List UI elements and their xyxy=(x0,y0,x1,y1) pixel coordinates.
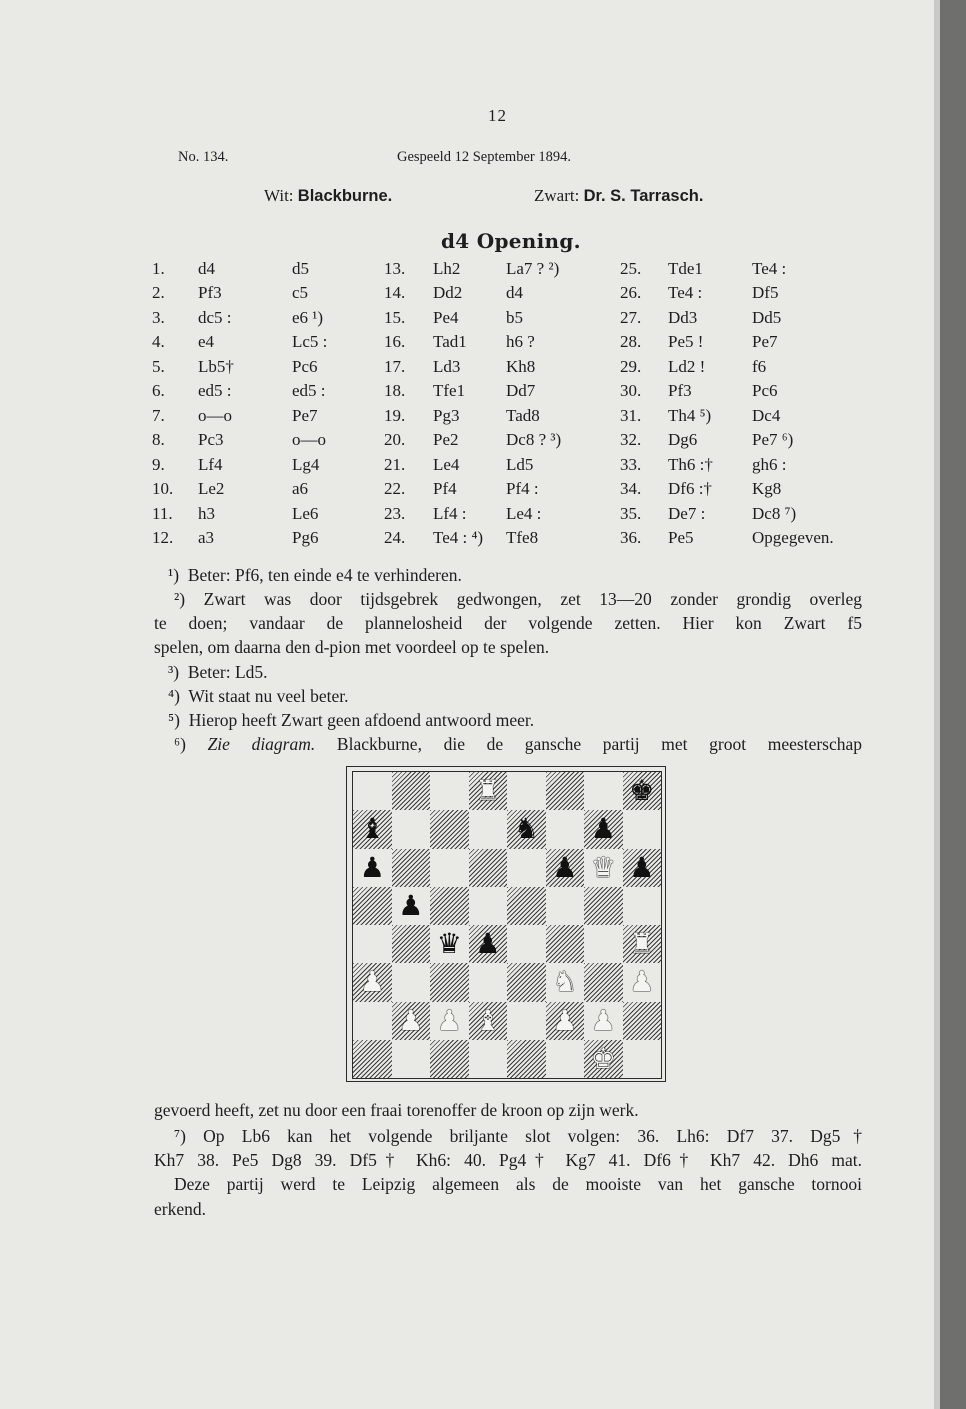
footnote-2-line-2: te doen; vandaar de plannelosheid der volgende zetten. Hier kon Zwart f5 xyxy=(154,613,862,633)
move-number: 17. xyxy=(384,356,406,376)
black-move: d5 xyxy=(292,259,309,278)
black-move: c5 xyxy=(292,283,309,303)
board-square-d3 xyxy=(469,963,508,1001)
move-number: 6. xyxy=(152,381,165,401)
white-rook-d8-icon: ♜ xyxy=(475,774,501,807)
black-pawn-d4-icon: ♟ xyxy=(475,927,501,960)
move-number: 10. xyxy=(152,479,174,499)
move-number: 18. xyxy=(384,381,406,401)
black-move: Tfe8 xyxy=(506,527,539,547)
move-number: 30. xyxy=(620,381,642,401)
white-move: Tde1 xyxy=(668,259,703,278)
white-pawn-h3-icon: ♟ xyxy=(629,965,655,999)
move-number: 19. xyxy=(384,405,406,425)
opening-title: d4 Opening. xyxy=(441,229,581,253)
footnote-2-line-3: spelen, om daarna den d-pion met voordeel op te spelen. xyxy=(154,637,550,657)
move-number: 32. xyxy=(620,430,642,450)
move-number: 35. xyxy=(620,503,642,523)
move-number: 21. xyxy=(384,454,406,474)
white-move: Th6 :† xyxy=(668,454,713,474)
board-square-c8 xyxy=(430,772,469,810)
move-number: 16. xyxy=(384,332,406,352)
board-square-f7 xyxy=(546,810,585,848)
black-move: Opgegeven. xyxy=(752,527,834,547)
board-square-g8 xyxy=(584,772,623,810)
white-move: Tad1 xyxy=(433,332,467,352)
white-move: e4 xyxy=(198,332,215,352)
black-move: d4 xyxy=(506,283,523,303)
black-move: La7 ? ²) xyxy=(506,259,560,278)
black-move: Dd5 xyxy=(752,307,782,327)
black-move: Pf4 : xyxy=(506,479,539,499)
board-square-f1 xyxy=(546,1040,585,1078)
move-number: 23. xyxy=(384,503,406,523)
black-move: Pc6 xyxy=(752,381,778,401)
footnote-6-continuation: gevoerd heeft, zet nu door een fraai torenoffer de kroon op zijn werk. xyxy=(154,1100,639,1120)
white-move: o—o xyxy=(198,405,232,425)
white-rook-h4-icon: ♜ xyxy=(629,927,655,960)
move-number: 7. xyxy=(152,405,165,425)
white-move: Ld3 xyxy=(433,356,461,376)
footnote-4 xyxy=(168,684,349,708)
footnote-text: Blackburne, die de gansche partij met groot meesterschap xyxy=(336,734,863,754)
board-square-f8 xyxy=(546,772,585,810)
move-number: 25. xyxy=(620,259,642,278)
white-move: Lb5† xyxy=(198,356,234,376)
black-move: Dd7 xyxy=(506,381,536,401)
black-move: Pe7 xyxy=(752,332,778,352)
closing-line-2: erkend. xyxy=(154,1199,206,1219)
footnote-7-line-1 xyxy=(174,1124,862,1148)
board-square-b8 xyxy=(392,772,431,810)
board-square-b3 xyxy=(392,963,431,1001)
game-date: Gespeeld 12 September 1894. xyxy=(397,149,571,165)
board-square-d7 xyxy=(469,810,508,848)
white-knight-f3-icon: ♞ xyxy=(552,965,578,999)
board-square-b6 xyxy=(392,849,431,887)
board-square-e2 xyxy=(507,1002,546,1040)
move-number: 2. xyxy=(152,283,165,303)
game-number: No. 134. xyxy=(178,149,229,165)
white-move: Lf4 : xyxy=(433,503,467,523)
black-pawn-b5-icon: ♟ xyxy=(398,888,424,922)
white-move: ed5 : xyxy=(198,381,232,401)
footnote-text: Wit staat nu veel beter. xyxy=(188,686,349,706)
chess-diagram xyxy=(346,766,666,1082)
board-square-c7 xyxy=(430,810,469,848)
white-move: Pf4 xyxy=(433,479,457,499)
white-move: Lh2 xyxy=(433,259,461,278)
white-move: Dd2 xyxy=(433,283,463,303)
black-move: Kh8 xyxy=(506,356,536,376)
white-move: Pe4 xyxy=(433,307,459,327)
white-move: Pf3 xyxy=(668,381,692,401)
footnote-6 xyxy=(174,732,862,756)
move-number: 28. xyxy=(620,332,642,352)
black-move: Tad8 xyxy=(506,405,540,425)
white-move: Pe2 xyxy=(433,430,459,450)
board-square-e1 xyxy=(507,1040,546,1078)
black-move: Dc4 xyxy=(752,405,781,425)
footnote-7-line-2: Kh7 38. Pe5 Dg8 39. Df5† Kh6: 40. Pg4† Kg7 41. Df6† Kh7 42. Dh6 mat. xyxy=(154,1150,862,1170)
board-square-a4 xyxy=(353,925,392,963)
board-square-h2 xyxy=(623,1002,662,1040)
footnote-mark: ²) xyxy=(174,589,186,609)
footnote-text: Beter: Ld5. xyxy=(187,662,268,682)
white-pawn-c2-icon: ♟ xyxy=(436,1003,462,1037)
black-pawn-h6-icon: ♟ xyxy=(629,850,655,884)
white-move: Pf3 xyxy=(198,283,222,303)
white-bishop-d2-icon: ♝ xyxy=(475,1003,501,1037)
chess-board xyxy=(352,771,662,1079)
move-number: 20. xyxy=(384,430,406,450)
board-square-a1 xyxy=(353,1040,392,1078)
move-number: 34. xyxy=(620,479,642,499)
board-square-e3 xyxy=(507,963,546,1001)
board-square-h5 xyxy=(623,887,662,925)
white-pawn-a3-icon: ♟ xyxy=(359,965,385,999)
black-move: Kg8 xyxy=(752,479,782,499)
board-square-a5 xyxy=(353,887,392,925)
black-move: Dc8 ? ³) xyxy=(506,430,562,450)
black-move: h6 ? xyxy=(506,332,535,352)
move-number: 31. xyxy=(620,405,642,425)
scan-margin xyxy=(940,0,966,1409)
move-number: 33. xyxy=(620,454,642,474)
black-bishop-a7-icon: ♝ xyxy=(359,812,385,846)
white-queen-g6-icon: ♛ xyxy=(590,850,616,884)
white-move: a3 xyxy=(198,527,215,547)
board-square-b4 xyxy=(392,925,431,963)
move-number: 4. xyxy=(152,332,165,352)
black-move: Le6 xyxy=(292,503,319,523)
footnote-1 xyxy=(168,563,462,587)
footnote-text: Op Lb6 kan het volgende briljante slot volgen: 36. Lh6: Df7 37. Dg5† xyxy=(203,1126,862,1146)
black-pawn-f6-icon: ♟ xyxy=(552,850,578,884)
move-number: 27. xyxy=(620,307,642,327)
page-number: 12 xyxy=(488,106,507,125)
move-number: 36. xyxy=(620,527,642,547)
board-square-h1 xyxy=(623,1040,662,1078)
move-number: 1. xyxy=(152,259,165,278)
black-knight-e7-icon: ♞ xyxy=(513,812,539,846)
board-square-b1 xyxy=(392,1040,431,1078)
black-queen-c4-icon: ♛ xyxy=(436,927,462,960)
move-number: 22. xyxy=(384,479,406,499)
black-move: f6 xyxy=(752,356,767,376)
black-move: gh6 : xyxy=(752,454,787,474)
black-move: Pe7 xyxy=(292,405,318,425)
white-move: Df6 :† xyxy=(668,479,712,499)
footnote-2-line-1 xyxy=(174,587,862,611)
black-move: e6 ¹) xyxy=(292,307,324,327)
white-move: Le4 xyxy=(433,454,460,474)
board-square-f5 xyxy=(546,887,585,925)
black-label: Zwart: xyxy=(534,186,580,205)
black-name: Dr. S. Tarrasch. xyxy=(583,187,704,205)
white-pawn-b2-icon: ♟ xyxy=(398,1003,424,1037)
board-square-c3 xyxy=(430,963,469,1001)
board-square-e8 xyxy=(507,772,546,810)
move-number: 8. xyxy=(152,430,165,450)
footnote-mark: ³) xyxy=(168,662,180,682)
footnote-mark: ¹) xyxy=(168,565,180,585)
board-square-d5 xyxy=(469,887,508,925)
white-move: Lf4 xyxy=(198,454,223,474)
board-square-c6 xyxy=(430,849,469,887)
black-move: Pe7 ⁶) xyxy=(752,430,794,450)
white-label: Wit: xyxy=(264,186,294,205)
move-number: 5. xyxy=(152,356,165,376)
move-number: 24. xyxy=(384,527,406,547)
black-move: a6 xyxy=(292,479,309,499)
white-move: dc5 : xyxy=(198,307,232,327)
move-number: 26. xyxy=(620,283,642,303)
board-square-g5 xyxy=(584,887,623,925)
move-number: 3. xyxy=(152,307,165,327)
black-move: Te4 : xyxy=(752,259,787,278)
black-player xyxy=(534,186,703,206)
move-number: 9. xyxy=(152,454,165,474)
white-move: De7 : xyxy=(668,503,706,523)
board-square-e4 xyxy=(507,925,546,963)
black-move: Lc5 : xyxy=(292,332,328,352)
move-number: 15. xyxy=(384,307,406,327)
white-player xyxy=(264,186,392,206)
white-king-g1-icon: ♚ xyxy=(590,1041,616,1075)
white-move: h3 xyxy=(198,503,215,523)
game-info xyxy=(178,149,571,166)
board-square-b7 xyxy=(392,810,431,848)
board-square-c5 xyxy=(430,887,469,925)
board-square-a2 xyxy=(353,1002,392,1040)
white-move: Pc3 xyxy=(198,430,224,450)
white-move: Dg6 xyxy=(668,430,698,450)
black-move: b5 xyxy=(506,307,523,327)
footnote-3 xyxy=(168,660,268,684)
move-number: 14. xyxy=(384,283,406,303)
white-move: Pe5 ! xyxy=(668,332,704,352)
footnote-mark: ⁷) xyxy=(174,1126,186,1146)
board-square-c1 xyxy=(430,1040,469,1078)
black-move: Le4 : xyxy=(506,503,542,523)
white-move: Le2 xyxy=(198,479,225,499)
white-move: Th4 ⁵) xyxy=(668,405,712,425)
footnote-text: Hierop heeft Zwart geen afdoend antwoord meer. xyxy=(188,710,535,730)
footnote-mark: ⁶) xyxy=(174,734,186,754)
black-move: Pg6 xyxy=(292,527,319,547)
move-number: 11. xyxy=(152,503,173,523)
white-pawn-f2-icon: ♟ xyxy=(552,1003,578,1037)
board-square-e5 xyxy=(507,887,546,925)
white-move: Te4 : ⁴) xyxy=(433,527,484,547)
black-move: Df5 xyxy=(752,283,779,303)
board-square-e6 xyxy=(507,849,546,887)
footnote-text: Zwart was door tijdsgebrek gedwongen, zet 13—20 zonder grondig overleg xyxy=(203,589,862,609)
move-number: 29. xyxy=(620,356,642,376)
footnote-italic: Zie diagram. xyxy=(207,734,316,754)
black-king-h8-icon: ♚ xyxy=(629,774,655,807)
closing-line-1: Deze partij werd te Leipzig algemeen als de mooiste van het gansche tornooi xyxy=(174,1174,862,1194)
black-move: Dc8 ⁷) xyxy=(752,503,797,523)
white-move: d4 xyxy=(198,259,215,278)
board-square-g3 xyxy=(584,963,623,1001)
black-move: Lg4 xyxy=(292,454,320,474)
white-move: Ld2 ! xyxy=(668,356,706,376)
white-move: Dd3 xyxy=(668,307,698,327)
black-move: Pc6 xyxy=(292,356,318,376)
white-move: Te4 : xyxy=(668,283,703,303)
white-move: Tfe1 xyxy=(433,381,466,401)
black-move: ed5 : xyxy=(292,381,326,401)
black-pawn-a6-icon: ♟ xyxy=(359,850,385,884)
white-move: Pe5 xyxy=(668,527,694,547)
board-square-g4 xyxy=(584,925,623,963)
white-name: Blackburne. xyxy=(297,187,393,205)
white-move: Pg3 xyxy=(433,405,460,425)
footnote-5 xyxy=(168,708,534,732)
white-pawn-g2-icon: ♟ xyxy=(590,1003,616,1037)
black-move: Ld5 xyxy=(506,454,534,474)
board-square-d1 xyxy=(469,1040,508,1078)
board-square-a8 xyxy=(353,772,392,810)
move-number: 13. xyxy=(384,259,406,278)
board-square-h7 xyxy=(623,810,662,848)
board-square-d6 xyxy=(469,849,508,887)
footnote-mark: ⁴) xyxy=(168,686,180,706)
footnote-mark: ⁵) xyxy=(168,710,180,730)
black-pawn-g7-icon: ♟ xyxy=(590,812,616,846)
move-number: 12. xyxy=(152,527,174,547)
footnote-text: Beter: Pf6, ten einde e4 te verhinderen. xyxy=(187,565,462,585)
board-square-f4 xyxy=(546,925,585,963)
black-move: o—o xyxy=(292,430,326,450)
